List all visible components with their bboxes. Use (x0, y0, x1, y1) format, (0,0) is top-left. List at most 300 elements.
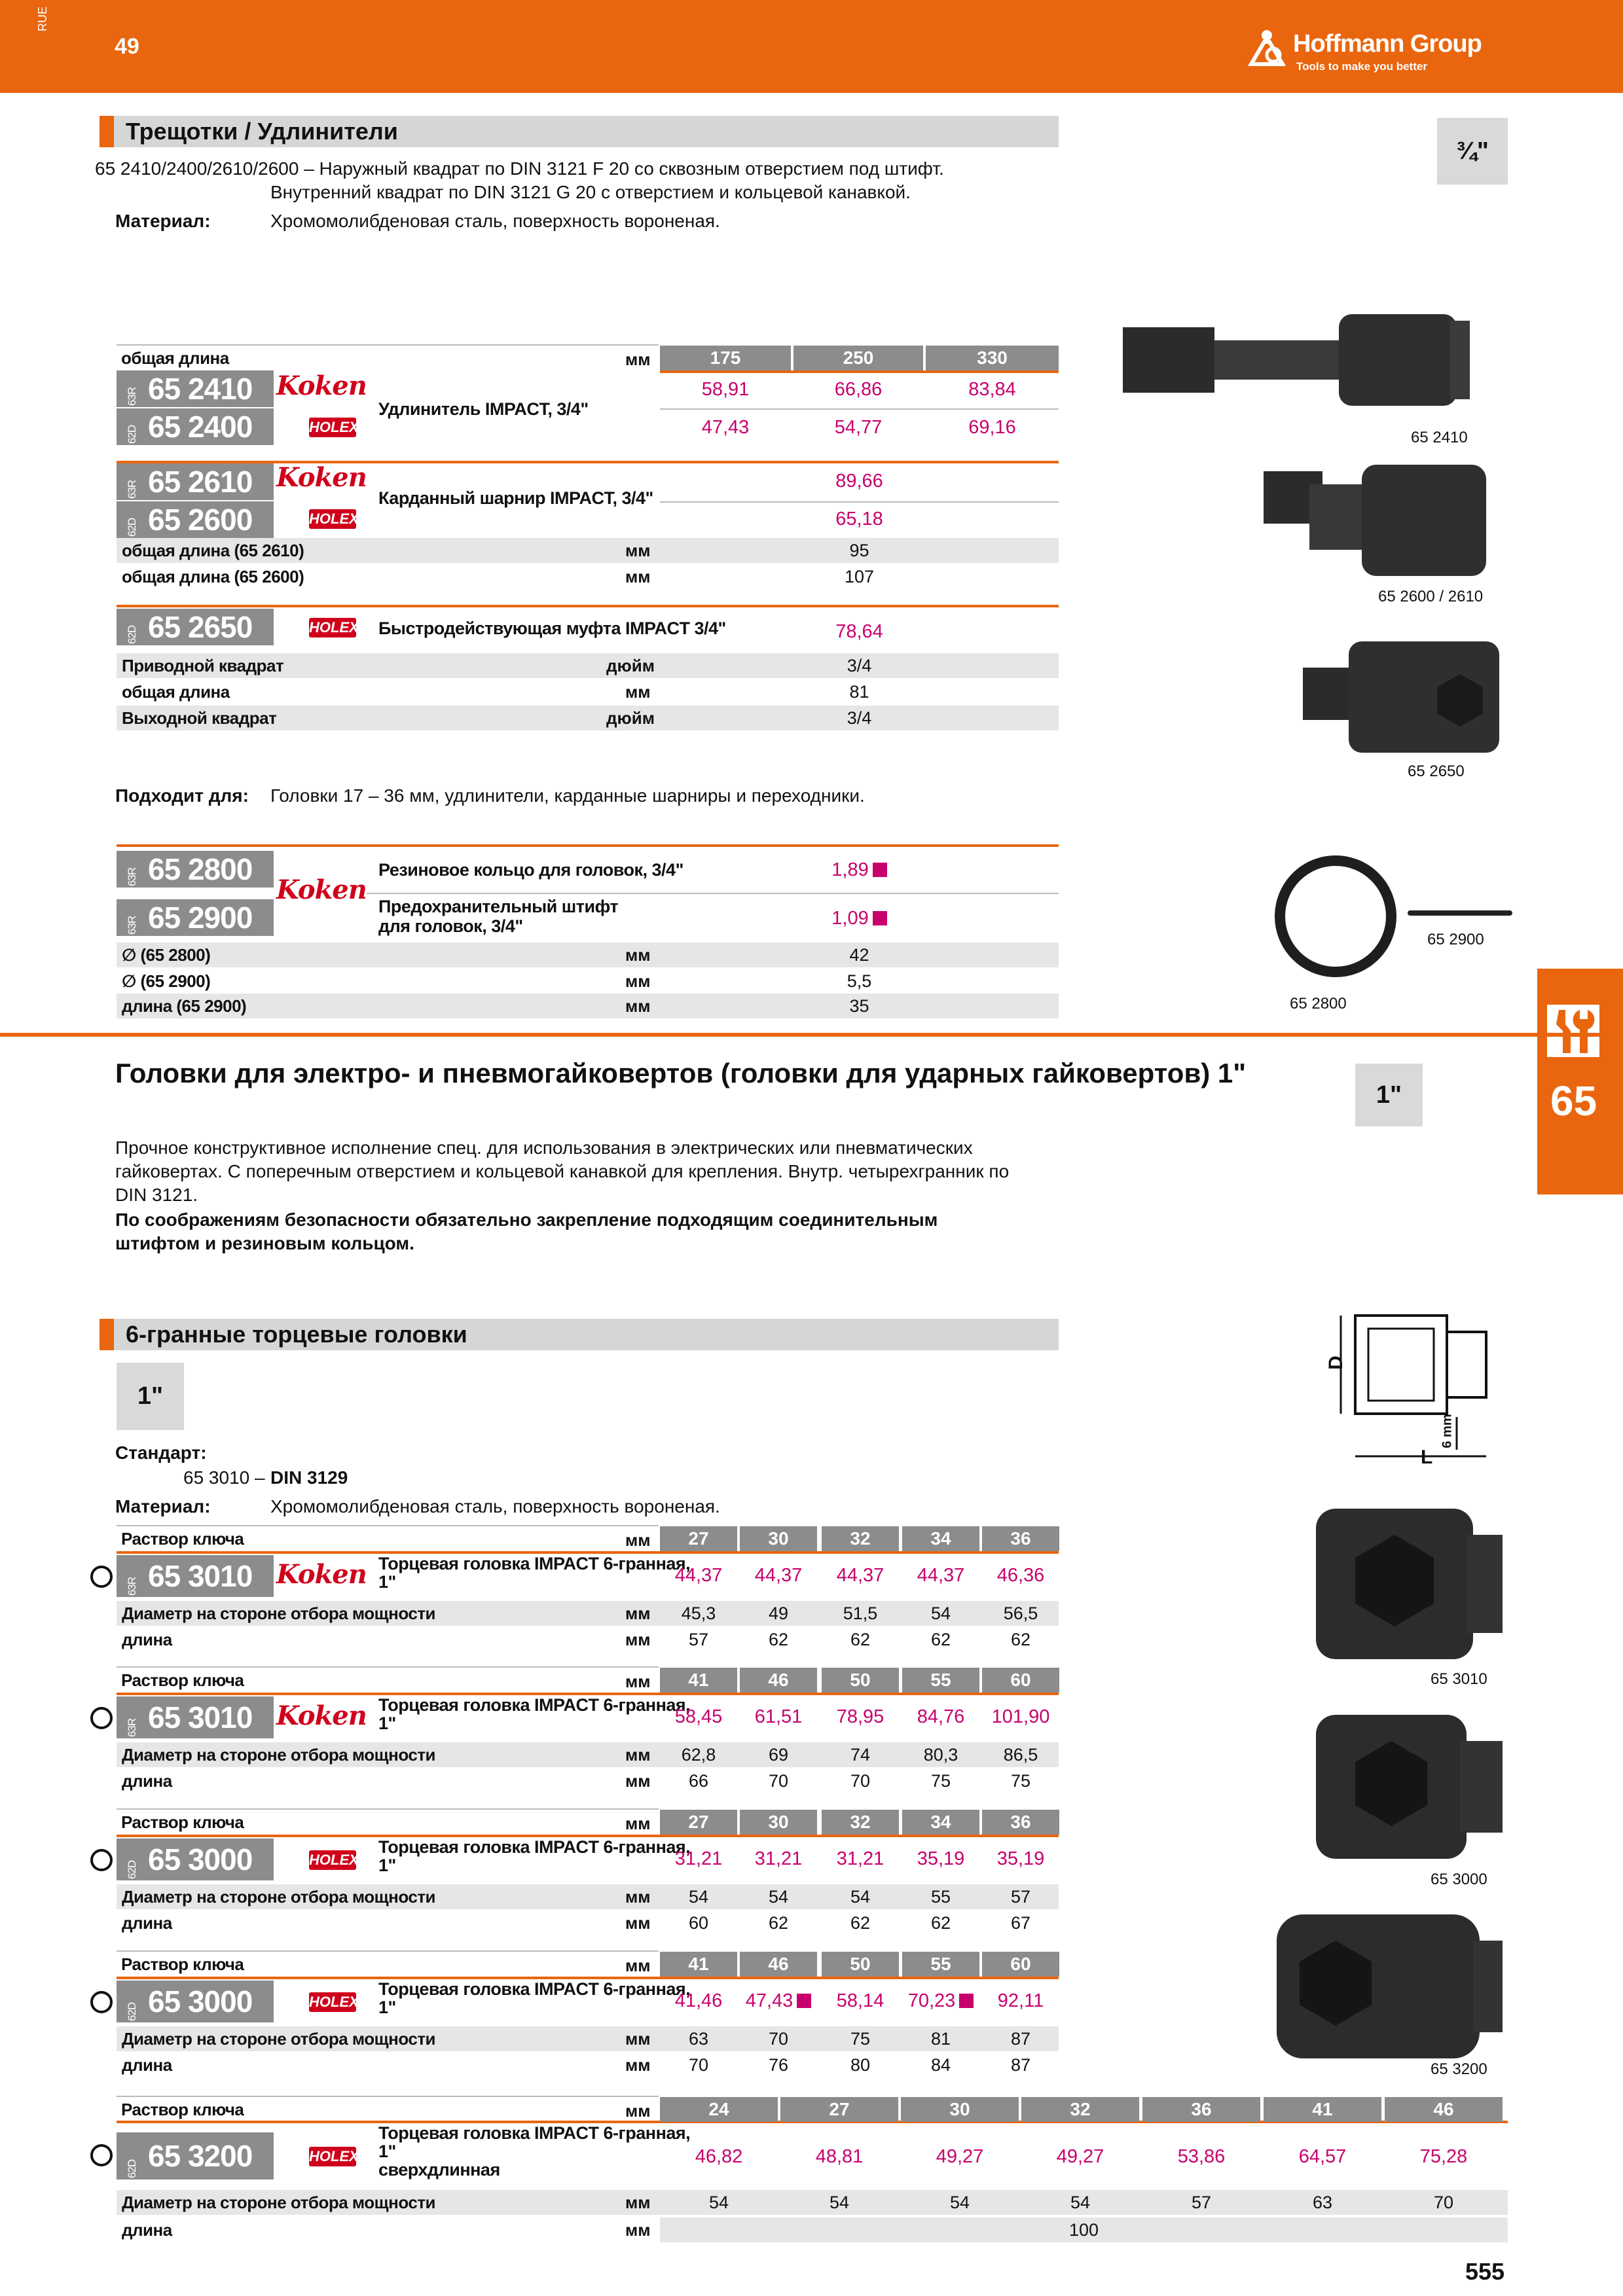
col-header: 36 (1142, 2097, 1260, 2122)
holex-logo: HOLEX (309, 2147, 356, 2166)
holex-logo: HOLEX (309, 1850, 356, 1870)
holex-logo: HOLEX (309, 509, 356, 529)
item-desc: 1" (378, 1998, 396, 2017)
price: 75,28 (1419, 2146, 1468, 2167)
spec-label: общая длина (65 2600) (122, 567, 304, 586)
wrench-screwdriver-icon (1547, 1005, 1599, 1057)
price (740, 1704, 817, 1729)
availability-circle-icon (90, 1849, 113, 1871)
spec-label: общая длина (122, 682, 230, 702)
spec-value: 57 (1191, 2193, 1212, 2212)
unit-label: мм (625, 1913, 651, 1933)
spec-label: Диаметр на стороне отбора мощности (122, 2029, 436, 2049)
spec-value: 54 (930, 1604, 951, 1623)
article-code (117, 851, 274, 888)
code-prefix: 63R (126, 867, 138, 887)
sec2-text: DIN 3121. (115, 1185, 198, 1205)
holex-logo: HOLEX (309, 618, 356, 637)
col-header: 55 (902, 1668, 979, 1693)
spec-label: ∅ (65 2800) (122, 945, 211, 965)
price-value: 31,21 (674, 1848, 723, 1869)
item-desc: Торцевая головка IMPACT 6-гранная, (378, 1554, 691, 1573)
spec-value: 70 (768, 1771, 789, 1791)
price-value: 58,14 (836, 1990, 884, 2011)
unit-label: мм (625, 1530, 651, 1550)
unit-label: мм (625, 1771, 651, 1791)
col-header: 41 (660, 1668, 737, 1693)
spec-value: 69 (768, 1745, 789, 1765)
image-caption: 65 2650 (1408, 762, 1465, 780)
availability-circle-icon (90, 1707, 113, 1729)
col-header: 60 (982, 1952, 1059, 1977)
brand-tagline: Tools to make you better (1296, 60, 1427, 73)
item-desc: Карданный шарнир IMPACT, 3/4" (378, 488, 653, 508)
code-prefix: 62D (126, 518, 138, 537)
price-value: 1,09 (831, 908, 869, 929)
price-value: 84,76 (917, 1706, 965, 1727)
divider (660, 370, 1059, 373)
spec-value: 75 (850, 2029, 871, 2049)
spec-row (117, 994, 1059, 1018)
sec1-desc-line2: Внутренний квадрат по DIN 3121 G 20 с отверстием и кольцевой канавкой. (270, 182, 911, 202)
price-value: 31,21 (836, 1848, 884, 1869)
page-header (0, 0, 1623, 93)
item-desc: Торцевая головка IMPACT 6-гранная, (378, 1695, 691, 1715)
price-value: 46,36 (996, 1565, 1045, 1586)
spec-value: 56,5 (1003, 1604, 1038, 1623)
col-header: 30 (901, 2097, 1019, 2122)
spec-value: 87 (1010, 2055, 1031, 2075)
spec-value: 86,5 (1003, 1745, 1038, 1765)
image-caption: 65 2600 / 2610 (1378, 588, 1484, 605)
spec-value: 107 (844, 567, 875, 586)
spec-row (117, 969, 1059, 994)
length-value: 100 (660, 2217, 1508, 2242)
section-title-hex-sockets: 6-гранные торцевые головки (100, 1319, 1059, 1350)
spec-value: 35 (849, 996, 869, 1016)
material-label: Материал: (115, 1496, 211, 1516)
code-number: 65 3010 (148, 1559, 253, 1593)
price: 53,86 (1177, 2146, 1226, 2167)
unit-label: мм (625, 1745, 651, 1765)
price (660, 1846, 737, 1871)
safety-pin-image (1408, 906, 1512, 920)
code-number: 65 2650 (148, 610, 253, 644)
article-code (117, 2132, 274, 2179)
spec-row (117, 942, 1059, 967)
spec-value: 54 (829, 2193, 850, 2212)
drive-size-badge: 1" (117, 1363, 184, 1430)
standard-value: DIN 3129 (270, 1467, 348, 1488)
code-prefix: 62D (126, 625, 138, 645)
spec-row (117, 564, 1059, 589)
col-header: 55 (902, 1952, 979, 1977)
row-label: Раствор ключа (121, 1529, 244, 1549)
spec-label: длина (122, 1630, 172, 1649)
col-header: 250 (793, 346, 923, 370)
new-item-marker-icon (797, 1994, 811, 2008)
code-prefix: 63R (126, 1577, 138, 1596)
spec-value: 67 (1010, 1913, 1031, 1933)
spec-value: 3/4 (847, 708, 872, 728)
price (822, 1988, 899, 2013)
diagram-label-6mm: 6 mm (1440, 1414, 1455, 1448)
spec-row (117, 706, 1059, 730)
col-header: 30 (740, 1810, 817, 1835)
spec-value: 54 (688, 1887, 709, 1907)
price: 58,91 (701, 379, 750, 400)
price: 65,18 (835, 509, 883, 529)
spec-value: 74 (850, 1745, 871, 1765)
spec-value: 45,3 (681, 1604, 716, 1623)
code-prefix: 62D (126, 2002, 138, 2022)
article-code (117, 609, 274, 645)
spec-value: 70 (688, 2055, 709, 2075)
col-header: 330 (926, 346, 1059, 370)
spec-value: 75 (930, 1771, 951, 1791)
price: 64,57 (1298, 2146, 1347, 2167)
article-code (117, 899, 274, 936)
price (660, 906, 1059, 931)
spec-value: 63 (688, 2029, 709, 2049)
unit-label: мм (625, 567, 651, 586)
socket-image-653010 (1316, 1502, 1506, 1666)
col-header: 36 (982, 1810, 1059, 1835)
price (982, 1988, 1059, 2013)
spec-value: 54 (768, 1887, 789, 1907)
col-header: 36 (982, 1526, 1059, 1551)
new-item-marker-icon (873, 863, 887, 877)
price (902, 1846, 979, 1871)
spec-label: длина (122, 2220, 172, 2240)
spec-value: 54 (850, 1887, 871, 1907)
price (822, 1563, 899, 1588)
availability-circle-icon (90, 1991, 113, 2013)
standard-label: Стандарт: (115, 1443, 207, 1463)
koken-logo: Koken (276, 1559, 367, 1590)
price-value: 1,89 (831, 859, 869, 880)
price-value: 44,37 (674, 1565, 723, 1586)
col-header: 46 (740, 1952, 817, 1977)
spec-value: 42 (849, 945, 869, 965)
spec-value: 80,3 (923, 1745, 958, 1765)
col-header: 32 (822, 1810, 899, 1835)
item-desc: 1" (378, 1572, 396, 1592)
col-header: 34 (902, 1526, 979, 1551)
socket-image-653200 (1277, 1908, 1506, 2065)
price-value: 41,46 (674, 1990, 723, 2011)
code-prefix: 63R (126, 387, 138, 406)
chapter-tab (1537, 969, 1623, 1194)
page-number: 555 (1465, 2258, 1505, 2285)
col-header: 50 (822, 1952, 899, 1977)
spec-label: длина (65 2900) (122, 996, 247, 1016)
spec-value: 70 (1433, 2193, 1454, 2212)
divider (117, 844, 1059, 847)
col-header: 27 (780, 2097, 898, 2122)
spec-value: 66 (688, 1771, 709, 1791)
spec-value: 76 (768, 2055, 789, 2075)
code-number: 65 3000 (148, 1842, 253, 1876)
code-prefix: 62D (126, 2159, 138, 2179)
col-header: 46 (1385, 2097, 1503, 2122)
item-desc: для головок, 3/4" (378, 916, 523, 936)
item-desc: сверхдлинная (378, 2160, 500, 2179)
item-desc: 1" (378, 2142, 396, 2161)
page-number-top: 49 (115, 34, 139, 59)
code-number: 65 2900 (148, 901, 253, 935)
spec-label: длина (122, 1913, 172, 1933)
unit-label: мм (625, 2055, 651, 2075)
unit-label: мм (625, 971, 651, 991)
col-header: 24 (660, 2097, 778, 2122)
price: 49,27 (1056, 2146, 1104, 2167)
image-caption: 65 3010 (1431, 1670, 1487, 1688)
availability-circle-icon (90, 1566, 113, 1588)
unit-label: мм (625, 2101, 651, 2121)
sec1-desc-line1: 65 2410/2400/2610/2600 – Наружный квадрат по DIN 3121 F 20 со сквозным отверстием под штифт. (95, 158, 944, 179)
material-value: Хромомолибденовая сталь, поверхность вороненая. (270, 211, 720, 231)
col-header: 34 (902, 1810, 979, 1835)
col-header: 27 (660, 1810, 737, 1835)
image-caption: 65 2800 (1290, 995, 1347, 1013)
sec2-text: гайковертах. С поперечным отверстием и кольцевой канавкой для крепления. Внутр. четырехгранник по (115, 1161, 1010, 1181)
standard-code: 65 3010 – (183, 1467, 265, 1488)
spec-value: 62 (1010, 1630, 1031, 1649)
material-label: Материал: (115, 211, 211, 231)
spec-value: 51,5 (843, 1604, 878, 1623)
spec-value: 49 (768, 1604, 789, 1623)
spec-label: ∅ (65 2900) (122, 971, 211, 991)
unit-label: мм (625, 541, 651, 560)
spec-row (117, 538, 1059, 563)
price-value: 92,11 (997, 1990, 1044, 2011)
price (902, 1704, 979, 1729)
spec-value: 84 (930, 2055, 951, 2075)
spec-label: Диаметр на стороне отбора мощности (122, 1887, 436, 1907)
col-header: 27 (660, 1526, 737, 1551)
spec-value: 60 (688, 1913, 709, 1933)
item-desc: Торцевая головка IMPACT 6-гранная, (378, 1837, 691, 1857)
spec-value: 62 (768, 1913, 789, 1933)
spec-label: Диаметр на стороне отбора мощности (122, 1745, 436, 1765)
unit-label: мм (625, 945, 651, 965)
price: 69,16 (968, 417, 1016, 438)
drive-size-badge: 1" (1355, 1064, 1423, 1126)
universal-joint-image (1264, 452, 1506, 583)
divider (660, 408, 1059, 410)
spec-value: 54 (708, 2193, 729, 2212)
item-desc: Торцевая головка IMPACT 6-гранная, (378, 2123, 691, 2143)
price-value: 70,23 (907, 1990, 956, 2011)
spec-value: 54 (1070, 2193, 1091, 2212)
holex-logo: HOLEX (309, 1992, 356, 2012)
koken-logo: Koken (276, 874, 367, 905)
article-code (117, 463, 274, 500)
spec-value: 95 (849, 541, 869, 560)
item-desc: Торцевая головка IMPACT 6-гранная, (378, 1979, 691, 1999)
col-header: 32 (822, 1526, 899, 1551)
unit-label: мм (625, 2193, 651, 2212)
unit-label: мм (625, 1814, 651, 1833)
image-caption: 65 2900 (1427, 931, 1484, 948)
spec-value: 55 (930, 1887, 951, 1907)
price (982, 1563, 1059, 1588)
sec2-warning: штифтом и резиновым кольцом. (115, 1233, 414, 1253)
code-prefix: 63R (126, 1718, 138, 1738)
price-value: 35,19 (917, 1848, 965, 1869)
spec-value: 54 (949, 2193, 970, 2212)
price: 49,27 (936, 2146, 984, 2167)
image-caption: 65 3000 (1431, 1871, 1487, 1888)
col-header: 30 (740, 1526, 817, 1551)
price-value: 61,51 (754, 1706, 803, 1727)
code-prefix: 63R (126, 916, 138, 935)
price (902, 1988, 979, 2013)
article-code (117, 501, 274, 538)
spec-value: 62 (850, 1913, 871, 1933)
spec-row (117, 679, 1059, 704)
unit-label: мм (625, 1672, 651, 1691)
spec-value: 81 (849, 682, 869, 702)
unit-label: мм (625, 682, 651, 702)
section-title-impact-sockets: Головки для электро- и пневмогайковертов (головки для ударных гайковертов) 1" (115, 1058, 1247, 1088)
spec-value: 75 (1010, 1771, 1031, 1791)
section-divider (0, 1033, 1623, 1037)
row-label: Раствор ключа (121, 1954, 244, 1974)
row-label: Раствор ключа (121, 2100, 244, 2119)
price: 48,81 (815, 2146, 864, 2167)
row-label: Раствор ключа (121, 1670, 244, 1690)
brand-name: Hoffmann Group (1293, 30, 1482, 58)
spec-label: Приводной квадрат (122, 656, 284, 675)
unit-label: мм (625, 2220, 651, 2240)
price (740, 1988, 817, 2013)
diagram-label-l: L (1421, 1446, 1433, 1468)
price-value: 47,43 (745, 1990, 793, 2011)
drive-size-badge: ¾" (1437, 118, 1508, 185)
koken-logo: Koken (276, 370, 367, 401)
code-number: 65 2800 (148, 852, 253, 886)
spec-label: длина (122, 2055, 172, 2075)
hoffmann-logo-icon (1247, 29, 1286, 68)
price (660, 1988, 737, 2013)
price: 47,43 (701, 417, 750, 438)
price: 89,66 (835, 471, 883, 492)
article-code (117, 1555, 274, 1597)
price (982, 1846, 1059, 1871)
unit-label: мм (625, 2029, 651, 2049)
col-header: 32 (1021, 2097, 1139, 2122)
koken-logo: Koken (276, 1700, 367, 1731)
price (822, 1704, 899, 1729)
spec-value: 57 (688, 1630, 709, 1649)
unit-label: дюйм (606, 708, 655, 728)
spec-value: 63 (1312, 2193, 1333, 2212)
code-number: 65 2610 (148, 465, 253, 499)
spec-value: 62,8 (681, 1745, 716, 1765)
spec-value: 57 (1010, 1887, 1031, 1907)
price: 83,84 (968, 379, 1016, 400)
item-desc: 1" (378, 1856, 396, 1875)
spec-value: 5,5 (847, 971, 872, 991)
unit-label: мм (625, 996, 651, 1016)
chapter-number: 65 (1550, 1077, 1597, 1124)
unit-label: дюйм (606, 656, 655, 675)
spec-label: общая длина (65 2610) (122, 541, 304, 560)
spec-value: 3/4 (847, 656, 872, 675)
price (740, 1846, 817, 1871)
price-value: 35,19 (996, 1848, 1045, 1869)
spec-value: 62 (930, 1630, 951, 1649)
article-code (117, 408, 274, 445)
spec-value: 87 (1010, 2029, 1031, 2049)
spec-label: Диаметр на стороне отбора мощности (122, 1604, 436, 1623)
unit-label: мм (625, 1604, 651, 1623)
price-value: 44,37 (754, 1565, 803, 1586)
item-desc: 1" (378, 1713, 396, 1733)
code-number: 65 3200 (148, 2139, 253, 2173)
divider (660, 501, 1059, 503)
brand-logo (1247, 26, 1509, 79)
spec-value: 70 (768, 2029, 789, 2049)
col-header: 60 (982, 1668, 1059, 1693)
item-desc: Резиновое кольцо для головок, 3/4" (378, 860, 684, 880)
sec2-warning: По соображениям безопасности обязательно закрепление подходящим соединительным (115, 1210, 938, 1230)
price (660, 857, 1059, 882)
spec-value: 62 (768, 1630, 789, 1649)
item-desc: Удлинитель IMPACT, 3/4" (378, 399, 589, 419)
sec2-text: Прочное конструктивное исполнение спец. для использования в электрических или пневматических (115, 1138, 973, 1158)
row-label: Раствор ключа (121, 1812, 244, 1832)
price (902, 1563, 979, 1588)
length-label: общая длина (121, 348, 229, 368)
col-header: 175 (660, 346, 791, 370)
section-title-ratchets: Трещотки / Удлинители (100, 116, 1059, 147)
spec-value: 62 (850, 1630, 871, 1649)
price-value: 101,90 (991, 1706, 1050, 1727)
code-number: 65 2400 (148, 410, 253, 444)
unit-label: мм (625, 350, 651, 369)
price: 54,77 (834, 417, 883, 438)
col-header: 46 (740, 1668, 817, 1693)
price-value: 58,45 (674, 1706, 723, 1727)
price-value: 44,37 (917, 1565, 965, 1586)
new-item-marker-icon (959, 1994, 974, 2008)
item-desc: Предохранительный штифт (378, 897, 619, 916)
extension-bar-image (1116, 275, 1509, 425)
socket-image-653000 (1316, 1708, 1506, 1865)
koken-logo: Koken (276, 462, 367, 493)
new-item-marker-icon (873, 911, 887, 925)
spec-label: длина (122, 1771, 172, 1791)
unit-label: мм (625, 1956, 651, 1975)
rubber-ring-image (1270, 851, 1401, 982)
price: 78,64 (835, 621, 883, 642)
price-value: 31,21 (754, 1848, 803, 1869)
material-value: Хромомолибденовая сталь, поверхность вороненая. (270, 1496, 720, 1516)
article-code (117, 370, 274, 407)
spec-row (117, 653, 1059, 678)
price-value: 44,37 (836, 1565, 884, 1586)
divider (367, 893, 1059, 894)
spec-value: 62 (930, 1913, 951, 1933)
price (740, 1563, 817, 1588)
article-code (117, 1696, 274, 1738)
price: 46,82 (695, 2146, 743, 2167)
code-prefix: 63R (126, 480, 138, 499)
spec-label: Диаметр на стороне отбора мощности (122, 2193, 436, 2212)
